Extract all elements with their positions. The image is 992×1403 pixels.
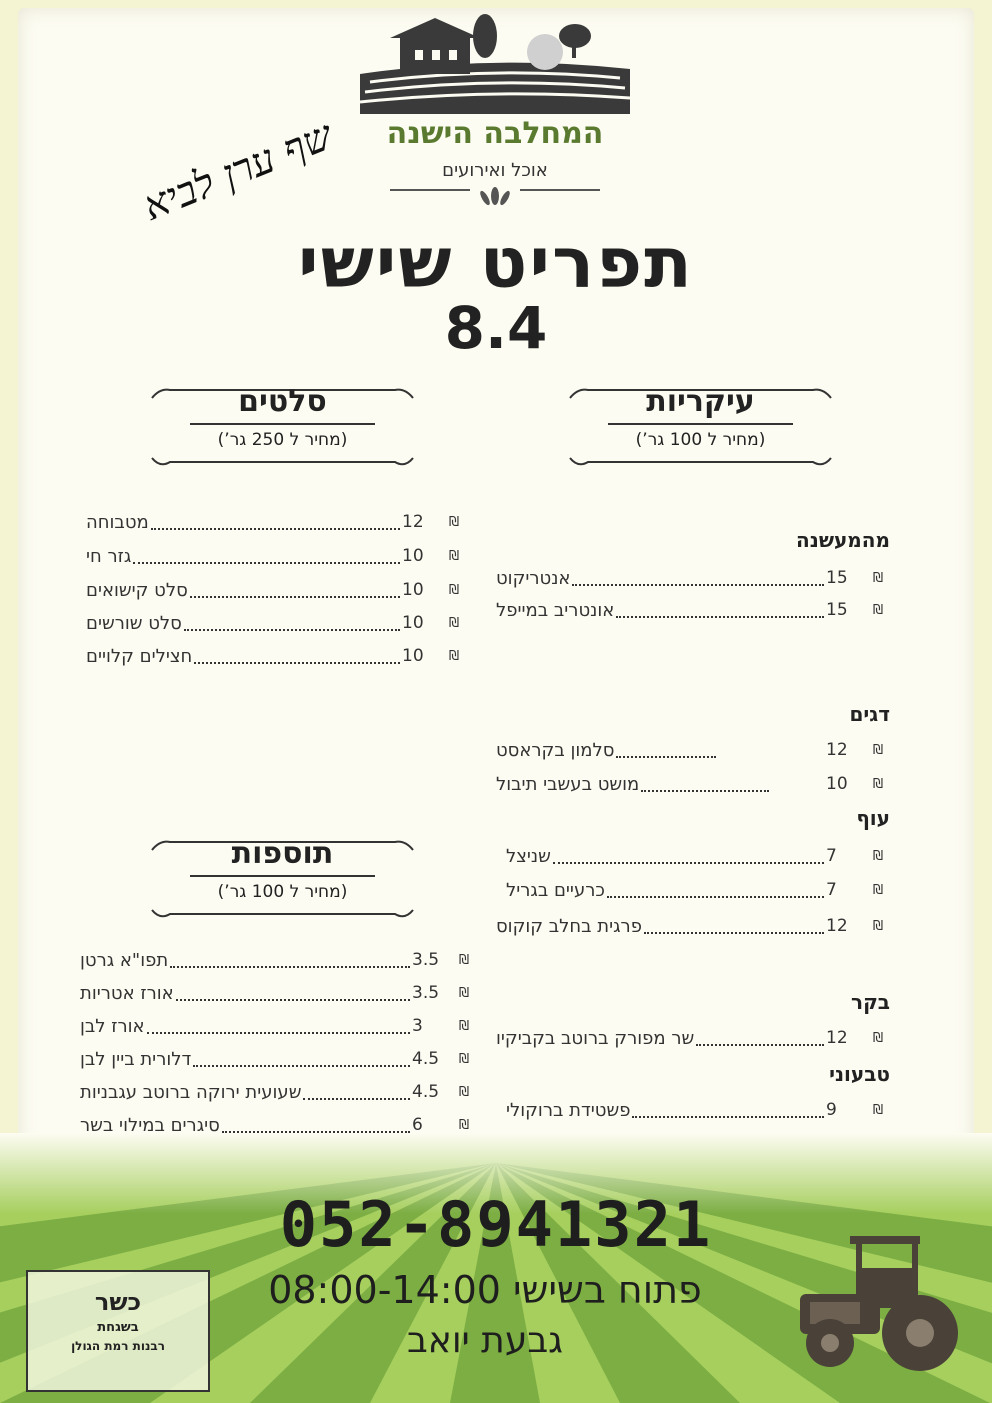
item-price: 4.5 <box>412 1049 440 1069</box>
item-price: 12 <box>826 1028 848 1048</box>
menu-item <box>80 1045 476 1073</box>
menu-date: 8.4 <box>444 294 548 362</box>
item-price: 10 <box>826 774 848 794</box>
menu-item <box>86 542 466 570</box>
kosher-line-2: רבנות רמת הגולן <box>71 1339 165 1353</box>
section-title: תוספות <box>231 836 334 871</box>
leader-dots <box>553 848 824 864</box>
item-price: 7 <box>826 880 837 900</box>
farm-illustration <box>360 14 630 114</box>
item-price: 10 <box>402 580 424 600</box>
item-price: 9 <box>826 1100 837 1120</box>
item-price: 3 <box>412 1016 423 1036</box>
item-name: תפו"א גרטן <box>80 949 169 971</box>
shekel-icon: ₪ <box>458 1117 470 1133</box>
leader-dots <box>190 582 400 598</box>
leader-dots <box>632 1102 824 1118</box>
item-name: אורז לבן <box>80 1015 145 1037</box>
menu-item <box>496 736 890 764</box>
leader-dots <box>641 776 769 792</box>
shekel-icon: ₪ <box>872 570 884 586</box>
item-price: 10 <box>402 646 424 666</box>
phone-number: 052-8941321 <box>279 1188 713 1261</box>
category-title: עוף <box>856 806 890 830</box>
item-name: שר מפורק ברוטב בקביקיו <box>496 1027 695 1049</box>
brand-logo <box>360 14 630 214</box>
shekel-icon: ₪ <box>448 582 460 598</box>
leader-dots <box>194 648 400 664</box>
menu-item <box>506 842 890 870</box>
kosher-certificate <box>26 1270 210 1392</box>
shekel-icon: ₪ <box>872 742 884 758</box>
shekel-icon: ₪ <box>872 776 884 792</box>
item-price: 7 <box>826 846 837 866</box>
brand-tagline: אוכל ואירועים <box>442 160 548 181</box>
shekel-icon: ₪ <box>458 985 470 1001</box>
item-name: אונטריב במייפל <box>496 599 615 621</box>
item-name: סיגרים במילוי בשר <box>80 1114 220 1136</box>
menu-item <box>80 1111 476 1139</box>
item-name: סלט שורשים <box>86 612 182 634</box>
section-header-sides <box>150 830 415 920</box>
item-price: 15 <box>826 568 848 588</box>
leader-dots <box>222 1117 410 1133</box>
item-name: מטבוחה <box>86 511 149 533</box>
shekel-icon: ₪ <box>872 848 884 864</box>
section-price-note: (מחיר ל 250 גר’) <box>217 430 348 450</box>
brand-name: המחלבה הישנה <box>386 116 604 151</box>
kosher-line-1: בשגחת <box>97 1320 139 1335</box>
item-name: מושט בעשבי תיבול <box>496 773 640 795</box>
shekel-icon: ₪ <box>872 1030 884 1046</box>
category-title: דגים <box>849 702 890 726</box>
location: גבעת יואב <box>406 1320 564 1361</box>
tractor-icon <box>790 1228 970 1378</box>
category-title: טבעוני <box>829 1062 890 1086</box>
menu-item <box>80 946 476 974</box>
shekel-icon: ₪ <box>458 1018 470 1034</box>
item-name: פרגית בחלב קוקוס <box>496 915 642 937</box>
leader-dots <box>176 985 410 1001</box>
leader-dots <box>696 1030 824 1046</box>
leader-dots <box>193 1051 410 1067</box>
leader-dots <box>616 602 824 618</box>
item-name: כרעיים בגריל <box>506 879 605 901</box>
item-name: שניצל <box>506 845 551 867</box>
section-price-note: (מחיר ל 100 גר’) <box>217 882 348 902</box>
leader-dots <box>303 1084 410 1100</box>
shekel-icon: ₪ <box>448 514 460 530</box>
menu-item <box>496 596 890 624</box>
item-name: אנטריקוט <box>496 567 571 589</box>
section-header-mains <box>568 378 833 468</box>
shekel-icon: ₪ <box>872 1102 884 1118</box>
item-name: אורז אטריות <box>80 982 174 1004</box>
menu-item <box>506 876 890 904</box>
menu-item <box>496 912 890 940</box>
menu-item <box>80 1012 476 1040</box>
kosher-title: כשר <box>94 1288 142 1316</box>
menu-item <box>86 576 466 604</box>
leader-dots <box>616 742 716 758</box>
leader-dots <box>184 615 400 631</box>
shekel-icon: ₪ <box>448 648 460 664</box>
wheat-icon <box>380 184 610 214</box>
item-price: 6 <box>412 1115 423 1135</box>
item-price: 12 <box>826 740 848 760</box>
leader-dots <box>133 548 400 564</box>
item-name: שעועית ירוקה ברוטב עגבניות <box>80 1081 302 1103</box>
chef-signature: שף ערן לביא <box>136 112 339 230</box>
item-price: 3.5 <box>412 950 440 970</box>
item-name: חצילים קלויים <box>86 645 193 667</box>
menu-item <box>80 1078 476 1106</box>
item-price: 12 <box>826 916 848 936</box>
item-price: 3.5 <box>412 983 440 1003</box>
leader-dots <box>607 882 824 898</box>
section-price-note: (מחיר ל 100 גר’) <box>635 430 766 450</box>
section-title: עיקריות <box>646 384 755 419</box>
item-price: 10 <box>402 546 424 566</box>
leader-dots <box>572 570 824 586</box>
menu-item <box>86 642 466 670</box>
category-title: בקר <box>851 990 890 1014</box>
section-title: סלטים <box>238 384 327 419</box>
menu-title: תפריט שישי <box>298 222 694 304</box>
menu-item <box>86 609 466 637</box>
item-price: 4.5 <box>412 1082 440 1102</box>
leader-dots <box>170 952 410 968</box>
shekel-icon: ₪ <box>872 882 884 898</box>
menu-item <box>80 979 476 1007</box>
shekel-icon: ₪ <box>448 615 460 631</box>
menu-item <box>506 1096 890 1124</box>
leader-dots <box>644 918 824 934</box>
leader-dots <box>147 1018 410 1034</box>
menu-item <box>496 1024 890 1052</box>
item-name: דלורית ביין לבן <box>80 1048 192 1070</box>
shekel-icon: ₪ <box>458 1084 470 1100</box>
shekel-icon: ₪ <box>458 1051 470 1067</box>
item-price: 10 <box>402 613 424 633</box>
shekel-icon: ₪ <box>872 918 884 934</box>
menu-item <box>496 770 890 798</box>
item-name: סלט קישואים <box>86 579 188 601</box>
opening-hours: פתוח בשישי 08:00-14:00 <box>268 1268 702 1312</box>
shekel-icon: ₪ <box>872 602 884 618</box>
menu-item <box>496 564 890 592</box>
item-name: גזר חי <box>86 545 132 567</box>
item-price: 12 <box>402 512 424 532</box>
shekel-icon: ₪ <box>448 548 460 564</box>
shekel-icon: ₪ <box>458 952 470 968</box>
item-price: 15 <box>826 600 848 620</box>
item-name: סלמון בקראסט <box>496 739 615 761</box>
category-title: מהמעשנה <box>796 528 890 552</box>
menu-item <box>86 508 466 536</box>
section-header-salads <box>150 378 415 468</box>
item-name: פשטידת ברוקולי <box>506 1099 631 1121</box>
leader-dots <box>151 514 400 530</box>
